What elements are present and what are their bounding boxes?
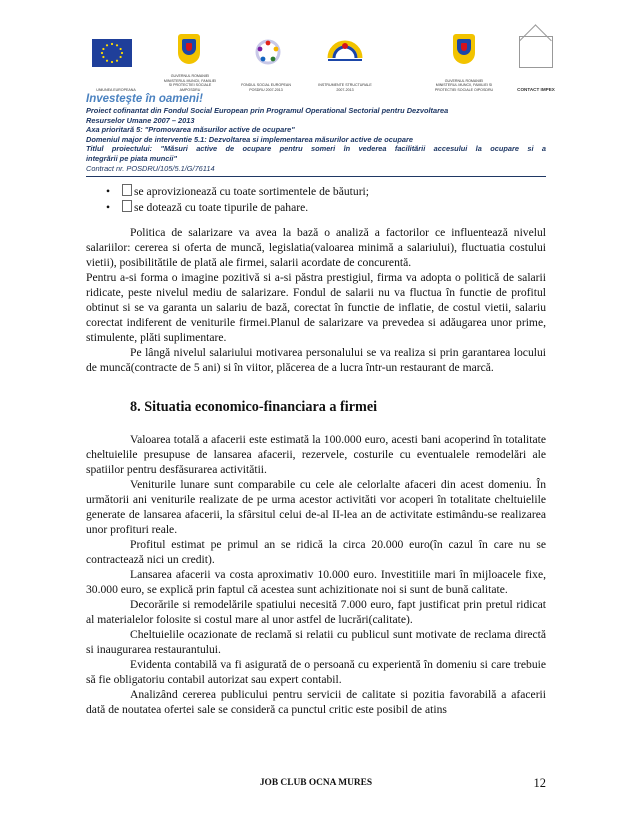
contact-impex-logo [514,30,558,92]
eu-flag-logo [86,30,146,92]
page-number: 12 [533,776,546,790]
logo-caption: FONDUL SOCIAL EUROPEAN POSDRU 2007-2013 [241,83,291,92]
paragraph: Lansarea afacerii va costa aproximativ 10.000 euro. Investitiile mari în mijloacele fixe, 30.000 euro, se explică prin faptul că acestea sunt achizitionate noi si sunt de bună calitate. [86,568,546,596]
instrumente-structurale-logo [314,30,376,92]
logo-caption: GUVERNUL ROMANIEI MINISTERUL MUNCII, FAMILIEI SI PROTECTIEI SOCIALE OIPOSDRU [434,78,494,92]
paragraph: Analizând cererea publicului pentru servicii de calitate si pozitia favorabilă a afacerii dată de noutatea ofertei sale se consideră ca punctul critic este posibil de atins [86,688,546,716]
bullet-list [86,184,546,215]
fse-star-icon [254,38,282,66]
list-item-text: se dotează cu toate tipurile de pahare. [134,200,309,214]
house-icon [519,36,553,68]
header-line: Axa prioritară 5: "Promovarea măsurilor active de ocupare" [86,125,295,135]
missing-glyph-icon [122,200,132,212]
paragraph: Pe lângă nivelul salariului motivarea personalului se va realiza si prin garantarea locului de muncă(contracte de 5 ani) si în viitor, plăcerea de a lucra într-un restaurant de marcă. [86,346,546,374]
fse-logo [236,30,296,92]
project-header [86,92,546,173]
header-divider [86,176,546,177]
paragraph: Valoarea totală a afacerii este estimată la 100.000 euro, acesti bani acoperind în totalitate cheltuielile presupuse de lansarea afacerii, rezervele, costurile cu eventualele remodelări ale spatiilor pentru desfăsurarea activitătii. [86,433,546,476]
missing-glyph-icon [122,184,132,196]
list-item [86,184,546,200]
guvernul-romaniei-logo-2 [434,30,494,92]
paragraph: Politica de salarizare va avea la bază o analiză a factorilor ce influentează nivelul salariilor: cererea si oferta de muncă, legislatia(valoarea minimă a salariului), fluctuatia costului vietii), posibilitătile de plată ale firmei, salarii acordate de concurentă. [86,226,546,269]
header-line: Titlul proiectului: "Măsuri active de ocupare pentru someri în vederea facilitării accesului la ocupare si a [86,144,546,154]
logo-caption: CONTACT IMPEX [517,86,555,92]
paragraph: Decorările si remodelările spatiului necesită 7.000 euro, fapt justificat prin pretul ridicat al materialelor folosite si costul mare al unor astfel de lucrări(calitate). [86,598,546,626]
logo-strip [86,30,558,92]
header-line: integrării pe piata muncii" [86,153,177,163]
paragraph: Cheltuielile ocazionate de reclamă si relatii cu publicul sunt motivate de reclama directă si inaugurarea restaurantului. [86,628,546,656]
eu-flag-icon [92,39,132,67]
list-item-text: se aprovizionează cu toate sortimentele de băuturi; [134,185,369,198]
header-line: Resurselor Umane 2007 – 2013 [86,115,195,125]
footer-title: JOB CLUB OCNA MURES [259,778,373,788]
coat-of-arms-icon [453,34,475,64]
logo-caption: INSTRUMENTE STRUCTURALE 2007-2013 [318,83,372,92]
slogan: Investeşte în oameni! [86,93,203,105]
paragraph: Veniturile lunare sunt comparabile cu cele ale celorlalte afaceri din acest domeniu. În următorii ani veniturile realizate de pe urma acestor activităti vor acoperi în totalitate cheltuielile generate de lansarea afacerii, la sfârsitul celui de-al II-lea an de activitate estimându-se realizarea unor profituri reale. [86,478,546,536]
coat-of-arms-icon [178,34,200,64]
paragraph: Profitul estimat pe primul an se ridică la circa 20.000 euro(în cazul în care nu se contractează nici un credit). [86,538,546,566]
guvernul-romaniei-logo-1 [162,30,218,92]
list-item [86,200,546,216]
paragraph: Evidenta contabilă va fi asigurată de o persoană cu experientă în domeniu si care trebuie să fie obligatoriu contabil autorizat sau expert contabil. [86,658,546,686]
logo-caption: UNIUNEA EUROPEANA [96,87,136,92]
logo-caption: GUVERNUL ROMANIEI MINISTERUL MUNCII, FAMILIEI SI PROTECTIEI SOCIALE AMPOSDRU [163,74,217,92]
header-line: Proiect cofinantat din Fondul Social European prin Programul Operational Sectorial pentru Dezvoltarea [86,106,449,115]
section-heading: 8. Situatia economico-financiara a firmei [130,399,378,415]
structural-instruments-icon [326,36,364,66]
header-line: Domeniul major de interventie 5.1: Dezvoltarea si implementarea măsurilor active de ocupare [86,134,413,144]
document-body [86,184,546,717]
paragraph: Pentru a-si forma o imagine pozitivă si a-si păstra prestigiul, firma va adopta o politică de salarii ridicate, peste nivelul mediu de salarizare. Fondul de salarii nu va fluctua în functie de profitul obtinut si se va garanta un salariu de bază, corectat în functie de inflatie, de costul vietii, salariu corectat indiferent de veniturile firmei.Planul de salarizare va prevedea si adăugarea unor prime, stimulente, plăti suplimentare. [86,271,546,344]
contract-number: Contract nr. POSDRU/105/5.1/G/76114 [86,163,215,173]
